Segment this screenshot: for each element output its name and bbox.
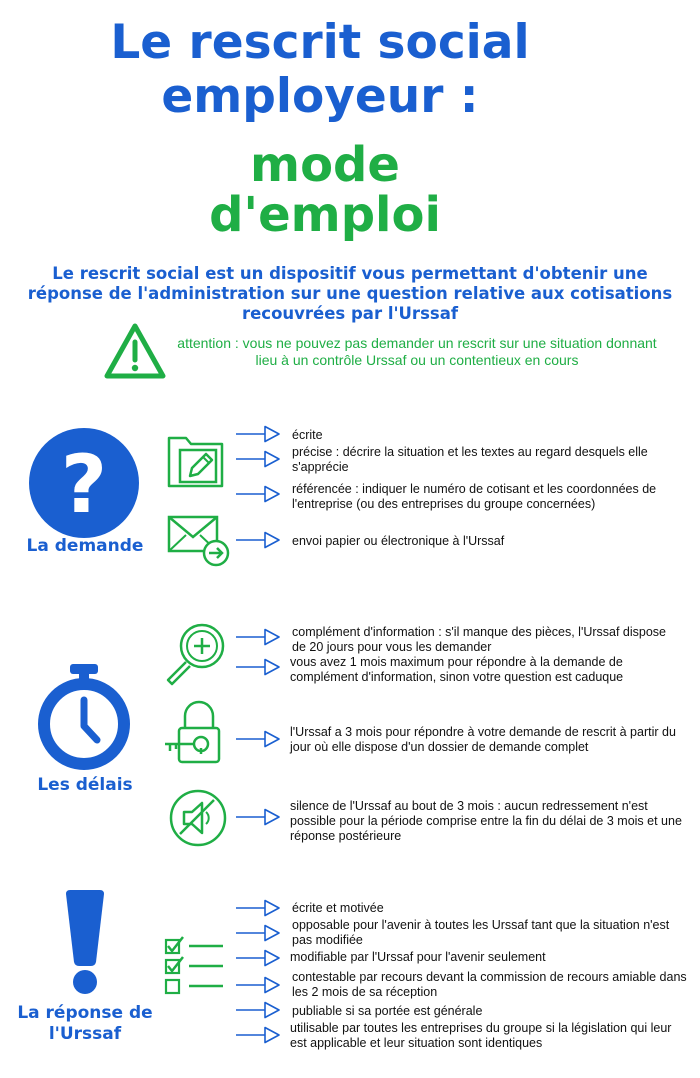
magnifier-plus-icon [164,620,230,686]
arrow-right-icon [235,628,281,646]
list-item: précise : décrire la situation et les textes au regard desquels elle s'apprécie [292,445,648,474]
warning-text: attention : vous ne pouvez pas demander un rescrit sur une situation donnant lieu à un contrôle Urssaf ou un contentieux en cours [177,335,657,368]
list-item: référencée : indiquer le numéro de cotisant et les coordonnées de l'entreprise (ou des entreprises du groupe concernées) [292,482,657,511]
arrow-right-icon [235,808,281,826]
svg-text:?: ? [60,438,108,531]
list-item: envoi papier ou électronique à l'Urssaf [292,534,505,548]
folder-pencil-icon [166,430,228,490]
title-line-4: d'emploi [209,187,441,243]
list-item: complément d'information : s'il manque des pièces, l'Urssaf dispose de 20 jours pour vous les demander [292,625,666,654]
arrow-right-icon [235,924,281,942]
title-line-2: employeur : [161,69,479,124]
list-item: écrite [292,428,323,442]
arrow-right-icon [235,485,281,503]
arrow-right-icon [235,1026,281,1044]
checklist-icon [163,937,227,995]
list-item: l'Urssaf a 3 mois pour répondre à votre demande de rescrit à partir du jour où elle dispose d'un dossier de demande complet [290,725,676,754]
arrow-right-icon [235,450,281,468]
arrow-right-icon [235,531,281,549]
arrow-right-icon [235,425,281,443]
arrow-right-icon [235,899,281,917]
list-item: opposable pour l'avenir à toutes les Urssaf tant que la situation n'est pas modifiée [292,918,670,947]
padlock-key-icon [163,702,227,768]
arrow-right-icon [235,658,281,676]
muted-speaker-icon [168,788,228,848]
arrow-right-icon [235,976,281,994]
arrow-right-icon [235,1001,281,1019]
section-label-reponse: La réponse de l'Urssaf [17,1003,153,1044]
title-line-1: Le rescrit social [110,15,530,70]
list-item: silence de l'Urssaf au bout de 3 mois : aucun redressement n'est possible pour la période comprise entre la fin du délai de 3 mois et une réponse postérieure [290,799,682,843]
arrow-right-icon [235,730,281,748]
exclamation-icon [58,888,112,998]
warning-icon [103,322,167,380]
intro-text: Le rescrit social est un dispositif vous permettant d'obtenir une réponse de l'administration sur une question relative aux cotisations recouvrées par l'Urssaf [27,264,673,323]
section-label-delais: Les délais [37,775,133,795]
stopwatch-icon [33,662,135,770]
list-item: écrite et motivée [292,901,384,915]
question-icon [28,427,140,539]
list-item: modifiable par l'Urssaf pour l'avenir seulement [290,950,546,964]
section-label-demande: La demande [26,536,144,556]
list-item: utilisable par toutes les entreprises du groupe si la législation qui leur est applicable et leur situation sont identiques [290,1021,672,1050]
title-line-3: mode [250,137,400,193]
list-item: contestable par recours devant la commission de recours amiable dans les 2 mois de sa réception [292,970,687,999]
list-item: vous avez 1 mois maximum pour répondre à la demande de complément d'information, sinon votre question est caduque [290,655,624,684]
list-item: publiable si sa portée est générale [292,1004,483,1018]
envelope-arrow-icon [166,513,232,567]
arrow-right-icon [235,949,281,967]
